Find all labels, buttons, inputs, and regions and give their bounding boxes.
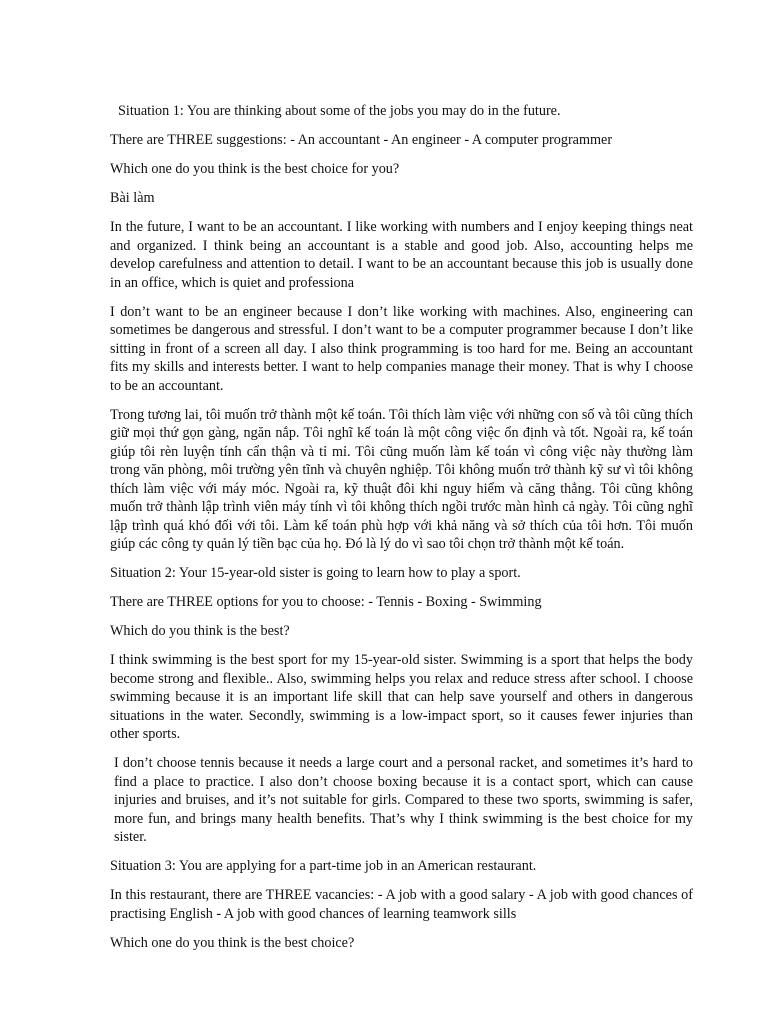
answer-label: Bài làm: [110, 190, 155, 206]
situation-1-suggestions: There are THREE suggestions: - An accountant - An engineer - A computer programmer: [110, 132, 613, 148]
answer-1-vietnamese-paragraph: Trong tương lai, tôi muốn trở thành một kế toán. Tôi thích làm việc với những con số và tôi cũng thích giữ mọi thứ gọn gàng, ngăn nắp. Tôi nghĩ kế toán là một công việc ổn định và tốt. Ngoài ra, kế toán giúp tôi rèn luyện tính cẩn thận và tỉ mỉ. Tôi cũng muốn làm kế toán vì công việc này thường làm trong văn phòng, môi trường yên tĩnh và chuyên nghiệp. Tôi không muốn trở thành kỹ sư vì tôi không thích làm việc với máy móc. Ngoài ra, kỹ thuật đôi khi nguy hiểm và căng thẳng. Tôi cũng không muốn trở thành lập trình viên máy tính vì tôi không thích ngồi trước màn hình cả ngày. Tôi cũng nghĩ lập trình quá khó đối với tôi. Làm kế toán phù hợp với khả năng và sở thích của tôi hơn. Tôi muốn giúp các công ty quản lý tiền bạc của họ. Đó là lý do vì sao tôi chọn trở thành một kế toán.: [110, 406, 693, 552]
answer-2-paragraph-2: I don’t choose tennis because it needs a large court and a personal racket, and sometimes it’s hard to find a place to practice. I also don’t choose boxing because it is a contact sport, which can cause injuries and bruises, and it’s not suitable for girls. Compared to these two sports, swimming is safer, more fun, and brings many health benefits. That’s why I think swimming is the best choice for my sister.: [114, 755, 693, 845]
document-page: [110, 102, 693, 963]
situation-3-heading: Situation 3: You are applying for a part-time job in an American restaurant.: [110, 858, 537, 874]
answer-1-english-paragraph-2: I don’t want to be an engineer because I don’t like working with machines. Also, engineering can sometimes be dangerous and stressful. I don’t want to be a computer programmer because I don’t like sitting in front of a screen all day. I also think programming is too hard for me. Being an accountant fits my skills and interests better. I want to help companies manage their money. That is why I choose to be an accountant.: [110, 303, 693, 394]
situation-3-vacancies: In this restaurant, there are THREE vacancies: - A job with a good salary - A job with good chances of practising English - A job with good chances of learning teamwork sills: [110, 887, 693, 922]
answer-2-paragraph-1: I think swimming is the best sport for my 15-year-old sister. Swimming is a sport that helps the body become strong and flexible.. Also, swimming helps you relax and reduce stress after school. I choose swimming because it is an important life skill that can help save yourself and others in dangerous situations in the water. Secondly, swimming is a low-impact sport, so it causes fewer injuries than other sports.: [110, 652, 693, 742]
situation-1-heading: Situation 1: You are thinking about some of the jobs you may do in the future.: [118, 103, 561, 119]
situation-1-question: Which one do you think is the best choice for you?: [110, 161, 400, 177]
situation-2-heading: Situation 2: Your 15-year-old sister is going to learn how to play a sport.: [110, 565, 521, 581]
answer-1-english-paragraph-1: In the future, I want to be an accountant. I like working with numbers and I enjoy keeping things neat and organized. I think being an accountant is a stable and good job. Also, accounting helps me develop carefulness and attention to detail. I want to be an accountant because this job is usually done in an office, which is quiet and professiona: [110, 219, 693, 291]
situation-3-question: Which one do you think is the best choice?: [110, 934, 355, 951]
situation-2-options: There are THREE options for you to choose: - Tennis - Boxing - Swimming: [110, 594, 542, 610]
situation-2-question: Which do you think is the best?: [110, 623, 290, 639]
